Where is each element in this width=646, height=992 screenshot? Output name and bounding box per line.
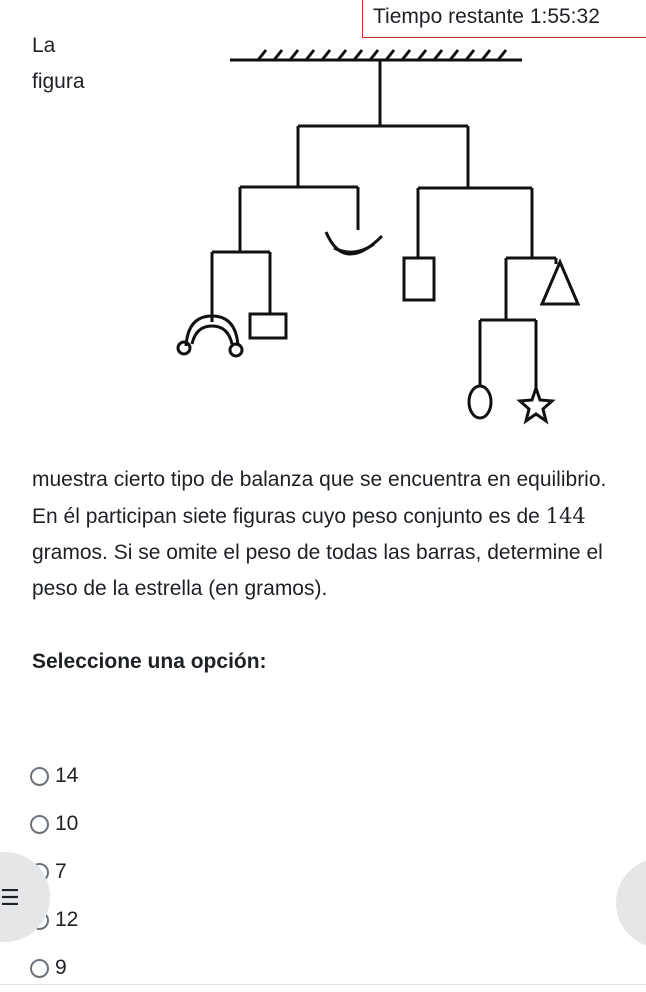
answer-label[interactable]: 14 [55,764,79,787]
answer-option[interactable] [30,800,78,848]
timer-label: Tiempo restante [373,5,524,28]
radio-button[interactable] [30,959,49,978]
chevron-icon[interactable] [616,858,646,948]
question-math-value: 144 [545,504,586,528]
answer-label[interactable]: 10 [55,812,79,835]
list-icon[interactable]: ☰ [0,886,20,911]
answer-option[interactable] [30,752,78,800]
timer-value: 1:55:32 [529,5,600,28]
question-lead: La figura [32,34,85,93]
select-option-prompt: Seleccione una opción: [32,650,267,673]
question-text-before: muestra cierto tipo de balanza que se encuentra en equilibrio. En él participan siete figuras cuyo peso conjunto es de [32,468,607,528]
answer-label[interactable]: 9 [55,956,67,979]
balance-figure [122,22,634,460]
answer-label[interactable]: 7 [55,860,67,883]
question-text [32,462,632,607]
radio-button[interactable] [30,767,49,786]
answer-label[interactable]: 12 [55,908,79,931]
radio-button[interactable] [30,815,49,834]
question-text-after: gramos. Si se omite el peso de todas las barras, determine el peso de la estrella (en gramos). [32,541,603,600]
bottom-divider [0,984,646,985]
